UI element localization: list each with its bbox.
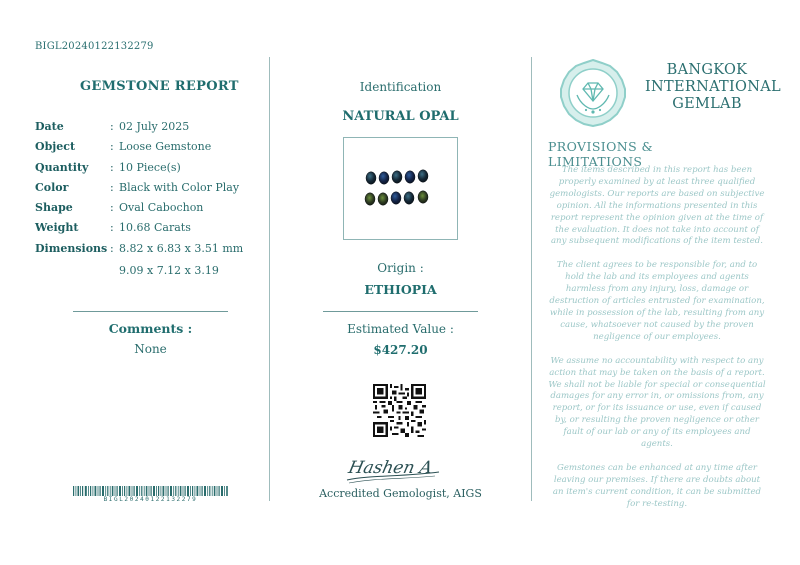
serial-number: BIGL20240122132279: [35, 41, 154, 52]
detail-label: Shape: [35, 201, 73, 215]
detail-label: Date: [35, 120, 64, 133]
provisions-title: PROVISIONS & LIMITATIONS: [548, 139, 653, 169]
detail-value: 8.82 x 6.83 x 3.51 mm: [119, 241, 244, 255]
provisions-paragraph-1: The items described in this report has been properly examined by at least three qualified gemologists. Our reports are based on subjective opinion. All the informations presented in this report represent the opinion given at the time of the evaluation. It does not take into account of any subsequent modifications of the item tested.: [549, 165, 765, 247]
lab-name-line3: GEMLAB: [672, 96, 742, 112]
qr-code-icon: [373, 384, 426, 437]
gemstone-photo: [343, 137, 458, 240]
detail-label: Color: [35, 180, 69, 194]
accreditation-text: Accredited Gemologist, AIGS: [319, 487, 482, 500]
identification-value: NATURAL OPAL: [342, 109, 459, 124]
detail-colon: :: [110, 140, 114, 154]
detail-value: 10 Piece(s): [119, 160, 181, 174]
detail-colon: :: [110, 201, 114, 215]
divider-value: [323, 311, 478, 312]
comments-label: Comments :: [108, 321, 193, 336]
dimensions-second-line: 9.09 x 7.12 x 3.19: [119, 264, 219, 277]
detail-value: Oval Cabochon: [119, 201, 204, 215]
detail-colon: :: [110, 221, 114, 235]
provisions-paragraph-4: Gemstones can be enhanced at any time after leaving our premises. If there are doubts about an item's current condition, it can be submitted for re-testing.: [552, 462, 762, 509]
detail-value: Loose Gemstone: [119, 140, 212, 154]
detail-label: Quantity: [35, 160, 89, 174]
barcode-number: BIGL20240122132279: [103, 496, 198, 503]
gem-logo-icon: [559, 59, 627, 127]
comments-value: None: [134, 342, 167, 356]
provisions-paragraph-3: We assume no accountability with respect to any action that may be taken on the basis of a report. We shall not be liable for special or consequential damages for any error in, or omissions from, any report, or for its issuance or use, even if caused by, or resulting the proven negligence or other fault of our lab or any of its employees and agents.: [548, 355, 766, 450]
detail-value: 10.68 Carats: [119, 221, 191, 235]
provisions-paragraph-2: The client agrees to be responsible for, and to hold the lab and its employees and agents harmless from any injury, loss, damage or destruction of articles entrusted for examination, while in possession of the lab, resulting from any cause, whatsoever not caused by the proven negligence of our employees.: [549, 260, 765, 342]
lab-name-line2: INTERNATIONAL: [645, 79, 781, 95]
detail-label: Weight: [35, 221, 79, 235]
estimated-value-label: Estimated Value :: [347, 322, 454, 336]
detail-colon: :: [110, 160, 114, 174]
detail-label: Object: [35, 140, 76, 154]
estimated-value-amount: $427.20: [373, 343, 428, 357]
detail-value: Black with Color Play: [119, 180, 240, 194]
divider-comments: [73, 311, 228, 312]
report-title: GEMSTONE REPORT: [80, 79, 239, 94]
lab-name-line1: BANGKOK: [666, 62, 748, 78]
detail-value: 02 July 2025: [119, 120, 190, 133]
signature-text: Hashen A: [346, 458, 435, 478]
origin-label: Origin :: [377, 261, 424, 275]
identification-label: Identification: [359, 80, 442, 94]
barcode-icon: [73, 486, 228, 496]
provisions-text: [548, 165, 766, 523]
detail-label: Dimensions: [35, 241, 108, 255]
signature-icon: [345, 448, 441, 486]
opal-stones-image: [344, 138, 457, 239]
detail-colon: :: [110, 120, 114, 133]
detail-colon: :: [110, 241, 114, 255]
detail-colon: :: [110, 180, 114, 194]
divider-right: [531, 57, 532, 501]
lab-name: [645, 62, 781, 113]
origin-value: ETHIOPIA: [364, 282, 437, 297]
